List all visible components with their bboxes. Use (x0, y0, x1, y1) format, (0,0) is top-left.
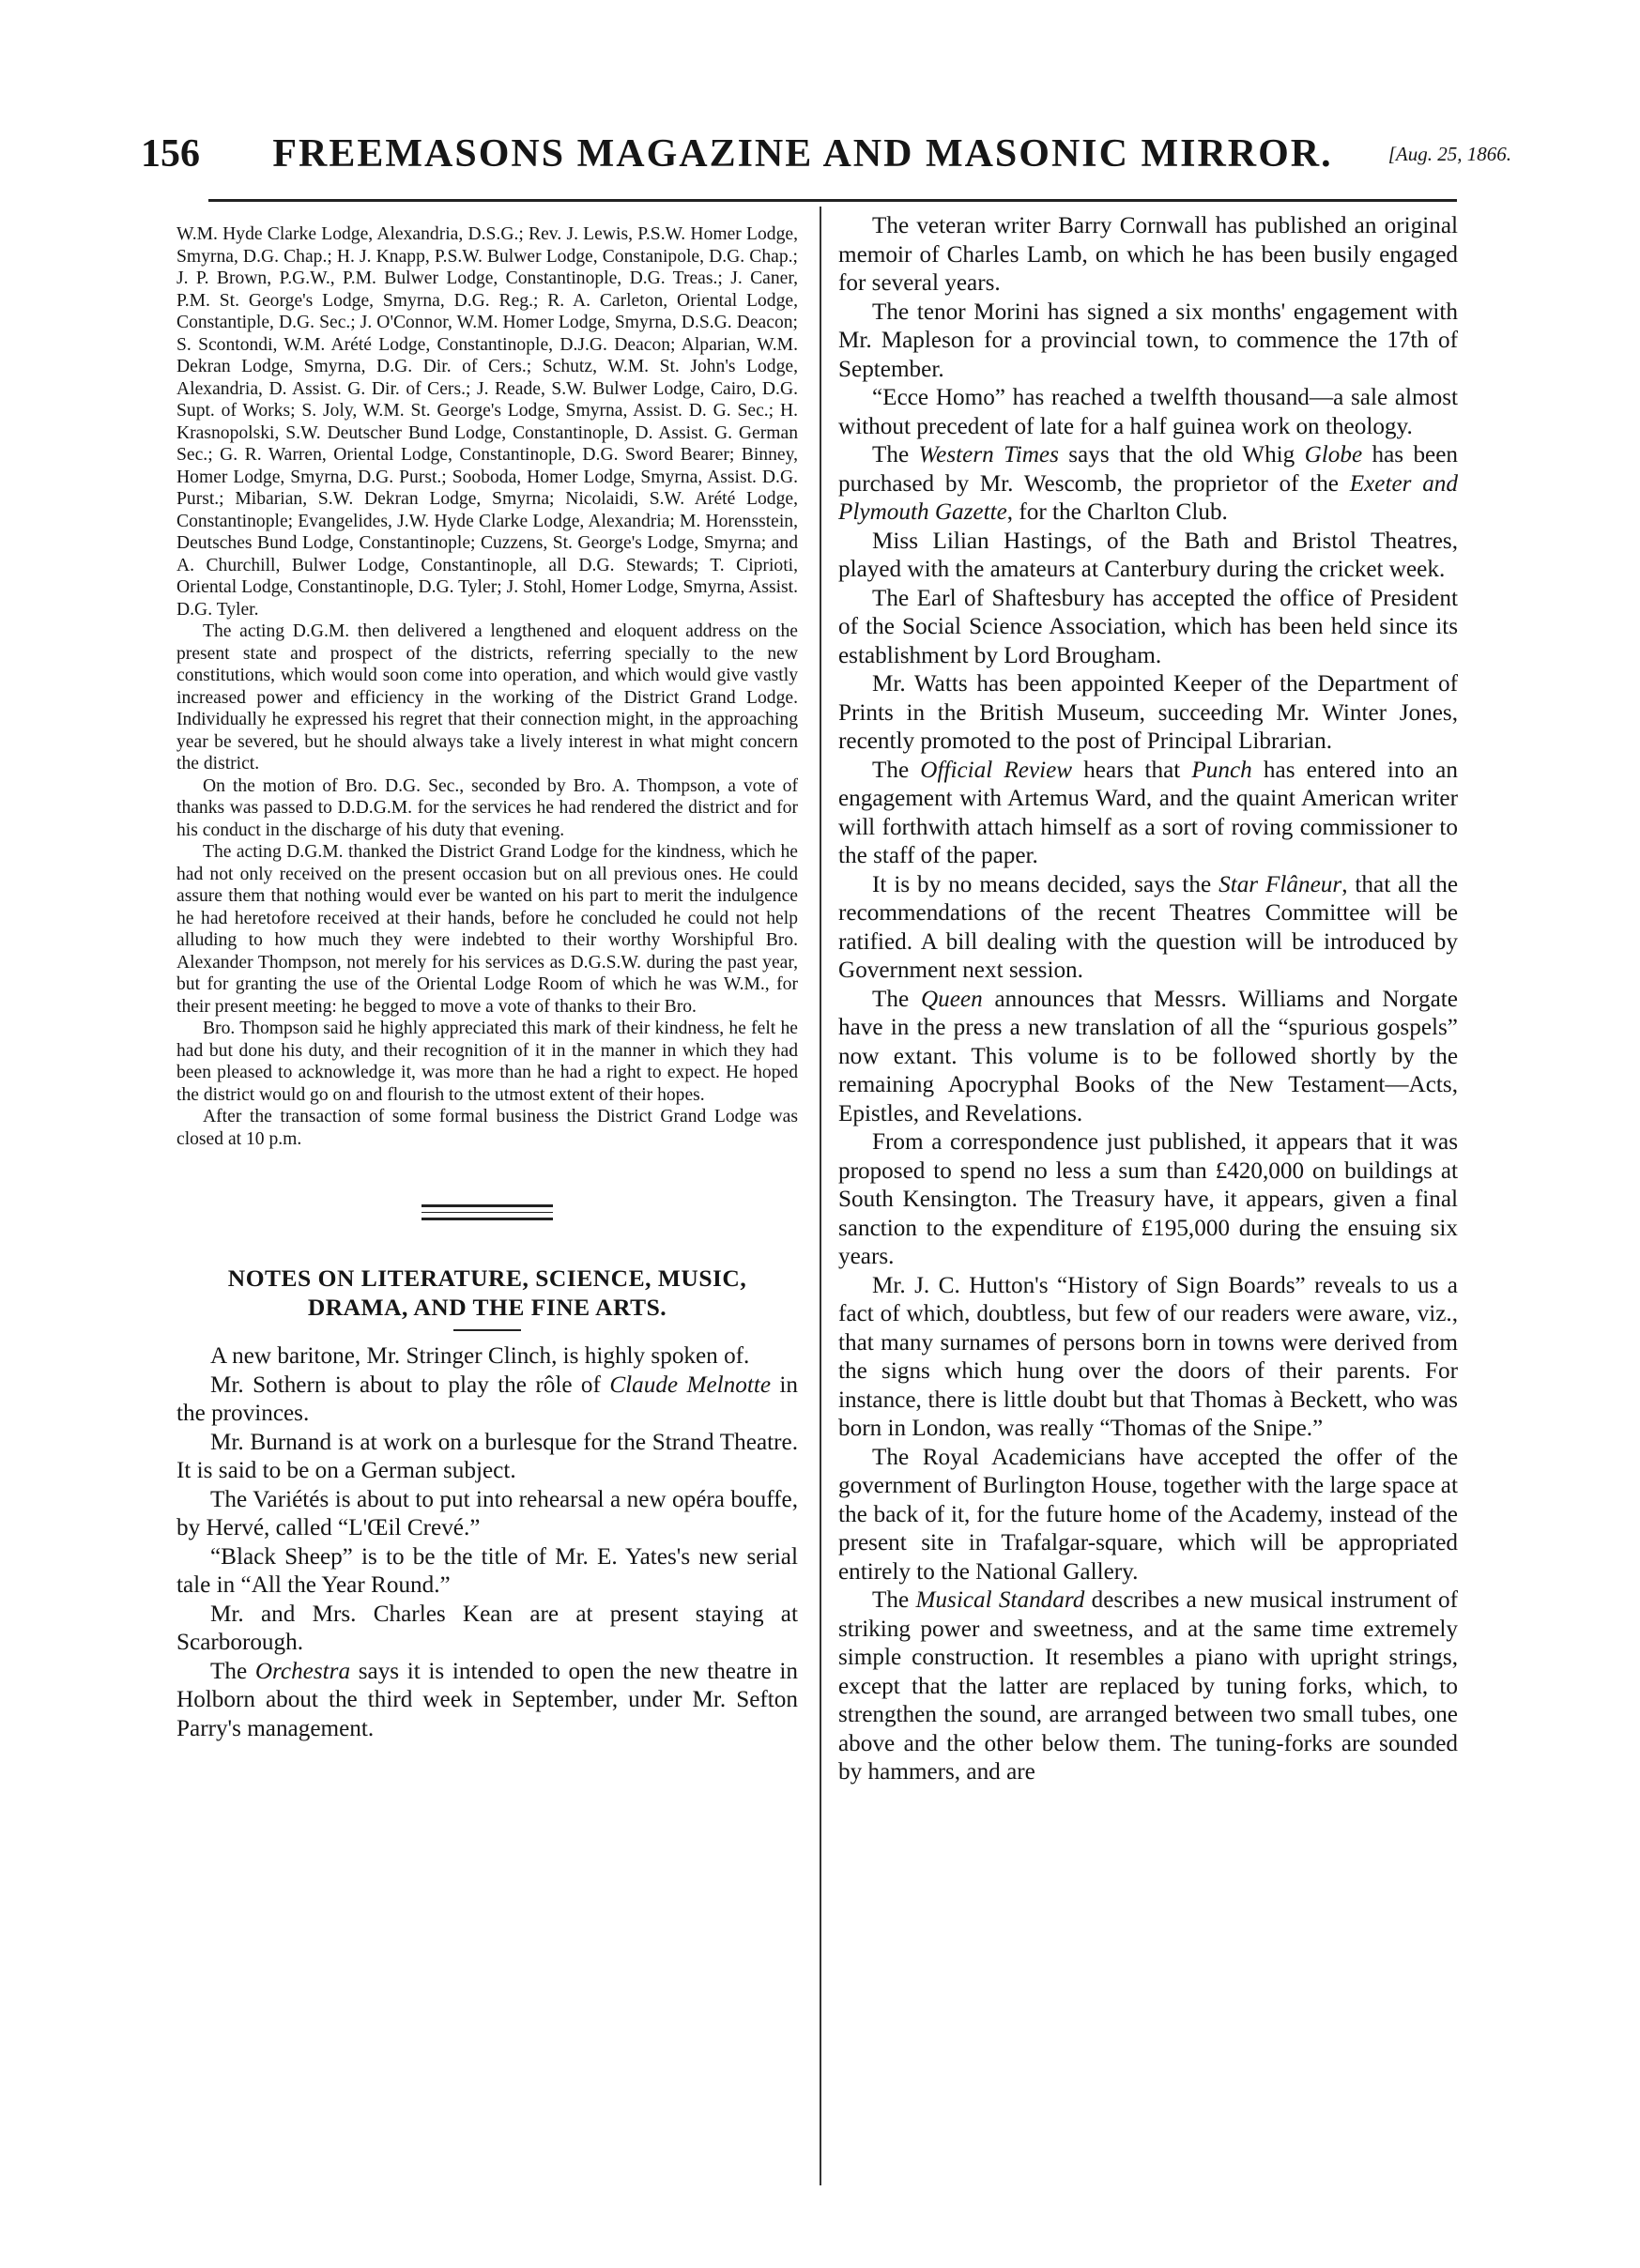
note-paragraph: Mr. and Mrs. Charles Kean are at present staying at Scarborough. (176, 1601, 798, 1655)
note-paragraph: The Orchestra says it is intended to open the new theatre in Holborn about the third week in September, under Mr. Sefton Parry's management. (176, 1658, 798, 1741)
note-paragraph: It is by no means decided, says the Star Flâneur, that all the recommendations of the recent Theatres Committee will be ratified. A bill dealing with the question will be introduced by Government next session. (838, 871, 1459, 983)
heading-rule (453, 1329, 521, 1331)
note-paragraph: From a correspondence just published, it appears that it was proposed to spend no less a sum than £420,000 on buildings at South Kensington. The Treasury have, it appears, given a final sanction to the expenditure of £195,000 during the ensuing six years. (838, 1129, 1458, 1269)
note-paragraph: The Variétés is about to put into rehearsal a new opéra bouffe, by Hervé, called “L'Œil Crevé.” (176, 1486, 798, 1540)
note-paragraph: Mr. Sothern is about to play the rôle of Claude Melnotte in the provinces. (176, 1372, 799, 1426)
note-paragraph: Miss Lilian Hastings, of the Bath and Bristol Theatres, played with the amateurs at Canterbury during the cricket week. (838, 528, 1458, 582)
report-paragraph: After the transaction of some formal business the District Grand Lodge was closed at 10 p.m. (176, 1107, 798, 1149)
note-paragraph: The Western Times says that the old Whig Globe has been purchased by Mr. Wescomb, the proprietor of the Exeter and Plymouth Gazette, for the Charlton Club. (838, 442, 1458, 525)
notes-left (176, 1342, 798, 1743)
note-paragraph: The Earl of Shaftesbury has accepted the office of President of the Social Science Association, which has been held since its establishment by Lord Brougham. (838, 585, 1458, 668)
note-paragraph: The Official Review hears that Punch has entered into an engagement with Artemus Ward, and the quaint American writer will forthwith attach himself as a sort of roving commissioner to the staff of the paper. (838, 757, 1458, 868)
officers-list: W.M. Hyde Clarke Lodge, Alexandria, D.S.G.; Rev. J. Lewis, P.S.W. Homer Lodge, Smyrna, D.G. Chap.; H. J. Knapp, P.S.W. Bulwer Lodge, Constanipole, D.G. Chap.; J. P. Brown, P.G.W., P.M. Bulwer Lodge, Constantinople, D.G. Treas.; J. Caner, P.M. St. George's Lodge, Smyrna, D.G. Reg.; R. A. Carleton, Oriental Lodge, Constantiple, D.G. Sec.; J. O'Connor, W.M. Homer Lodge, Smyrna, D.S.G. Deacon; S. Scontondi, W.M. Arété Lodge, Constantinople, D.J.G. Deacon; Alparian, W.M. Dekran Lodge, Smyrna, D.G. Dir. of Cers.; Schutz, W.M. St. John's Lodge, Alexandria, D. Assist. G. Dir. of Cers.; J. Reade, S.W. Bulwer Lodge, Cairo, D.G. Supt. of Works; S. Joly, W.M. St. George's Lodge, Smyrna, Assist. D. G. Sec.; H. Krasnopolski, S.W. Deutscher Bund Lodge, Constantinople, D. Assist. G. German Sec.; G. R. Warren, Oriental Lodge, Constantinople, D.G. Sword Bearer; Binney, Homer Lodge, Smyrna, D.G. Purst.; Sooboda, Homer Lodge, Smyrna, Assist. D.G. Purst.; Mibarian, S.W. Dekran Lodge, Smyrna; Nicolaidi, S.W. Arété Lodge, Constantinople; Evangelides, J.W. Hyde Clarke Lodge, Alexandria; M. Horensstein, Deutsches Bund Lodge, Constantinople; Cuzzens, St. George's Lodge, Smyrna; and A. Churchill, Bulwer Lodge, Constantinople, all D.G. Stewards; T. Ciprioti, Oriental Lodge, Constantinople, D.G. Tyler; J. Stohl, Homer Lodge, Smyrna, Assist. D.G. Tyler. (176, 224, 798, 620)
publication-title: FREEMASONS MAGAZINE AND MASONIC MIRROR. (272, 132, 1333, 176)
left-column (176, 223, 798, 1743)
note-paragraph: The Musical Standard describes a new musical instrument of striking power and sweetness, and at the same time extremely simple construction. It resembles a piano with upright strings, except that the latter are replaced by tuning forks, which, to strengthen the sound, are arranged between two small tubes, one above and the other below them. The tuning-forks are sounded by hammers, and are (838, 1587, 1458, 1785)
report-paragraph: Bro. Thompson said he highly appreciated this mark of their kindness, he felt he had but done his duty, and their recognition of it in the manner in which they had been pleased to acknowledge it, was more than he had a right to expect. He hoped the district would go on and flourish to the utmost extent of their hopes. (176, 1019, 798, 1105)
heading-line: NOTES ON LITERATURE, SCIENCE, MUSIC, (227, 1264, 747, 1292)
note-paragraph: The Queen announces that Messrs. Williams and Norgate have in the press a new translation of all the “spurious gospels” now extant. This volume is to be followed shortly by the remaining Apocryphal Books of the New Testament—Acts, Epistles, and Revelations. (838, 986, 1458, 1126)
report-paragraph: The acting D.G.M. thanked the District Grand Lodge for the kindness, which he had not only received on the present occasion but on all previous ones. He could assure them that nothing would ever be wanted on his part to merit the indulgence he had heretofore received at their hands, before he concluded he could not help alluding to how much they were indebted to their worthy Worshipful Bro. Alexander Thompson, not merely for his services as D.G.S.W. during the past year, but for granting the use of the Oriental Lodge Room of which he was W.M., for their present meeting: he begged to move a vote of thanks to their Bro. (176, 842, 798, 1017)
column-divider (820, 207, 821, 2185)
right-column (838, 212, 1458, 1787)
report-paragraph: On the motion of Bro. D.G. Sec., seconded by Bro. A. Thompson, a vote of thanks was passed to D.D.G.M. for the services he had rendered the district and for his conduct in the discharge of his duty that evening. (176, 775, 798, 840)
note-paragraph: “Ecce Homo” has reached a twelfth thousand—a sale almost without precedent of late for a half guinea work on theology. (838, 385, 1458, 439)
note-paragraph: Mr. Watts has been appointed Keeper of the Department of Prints in the British Museum, succeeding Mr. Winter Jones, recently promoted to the post of Principal Librarian. (838, 671, 1458, 754)
issue-date: [Aug. 25, 1866. (1387, 143, 1511, 165)
section-heading (176, 1264, 798, 1322)
page-header (141, 131, 1511, 197)
section-divider (421, 1204, 553, 1220)
header-rule (208, 199, 1457, 202)
note-paragraph: The tenor Morini has signed a six months' engagement with Mr. Mapleson for a provincial town, to commence the 17th of September. (838, 299, 1458, 382)
report-paragraph: The acting D.G.M. then delivered a lengthened and eloquent address on the present state and prospect of the districts, referring specially to the new constitutions, which would soon come into operation, and which would give vastly increased power and efficiency in the working of the District Grand Lodge. Individually he expressed his regret that their connection might, in the approaching year be severed, but he should always take a lively interest in what might concern the district. (176, 621, 798, 774)
note-paragraph: A new baritone, Mr. Stringer Clinch, is highly spoken of. (210, 1343, 750, 1369)
note-paragraph: Mr. Burnand is at work on a burlesque for the Strand Theatre. It is said to be on a German subject. (176, 1429, 798, 1483)
heading-line: DRAMA, AND THE FINE ARTS. (307, 1294, 667, 1321)
note-paragraph: The Royal Academicians have accepted the offer of the government of Burlington House, together with the large space at the back of it, for the future home of the Academy, instead of the present site in Trafalgar-square, which will be appropriated entirely to the National Gallery. (838, 1444, 1458, 1585)
page-number: 156 (141, 132, 200, 176)
lodge-report (176, 223, 798, 1150)
note-paragraph: The veteran writer Barry Cornwall has published an original memoir of Charles Lamb, on which he has been busily engaged for several years. (838, 213, 1458, 296)
note-paragraph: “Black Sheep” is to be the title of Mr. E. Yates's new serial tale in “All the Year Round.” (176, 1543, 798, 1598)
note-paragraph: Mr. J. C. Hutton's “History of Sign Boards” reveals to us a fact of which, doubtless, but few of our readers were aware, viz., that many surnames of persons born in towns were derived from the signs which hung over the doors of their parents. For instance, there is little doubt but that Thomas à Beckett, who was born in London, was really “Thomas of the Snipe.” (838, 1272, 1458, 1441)
